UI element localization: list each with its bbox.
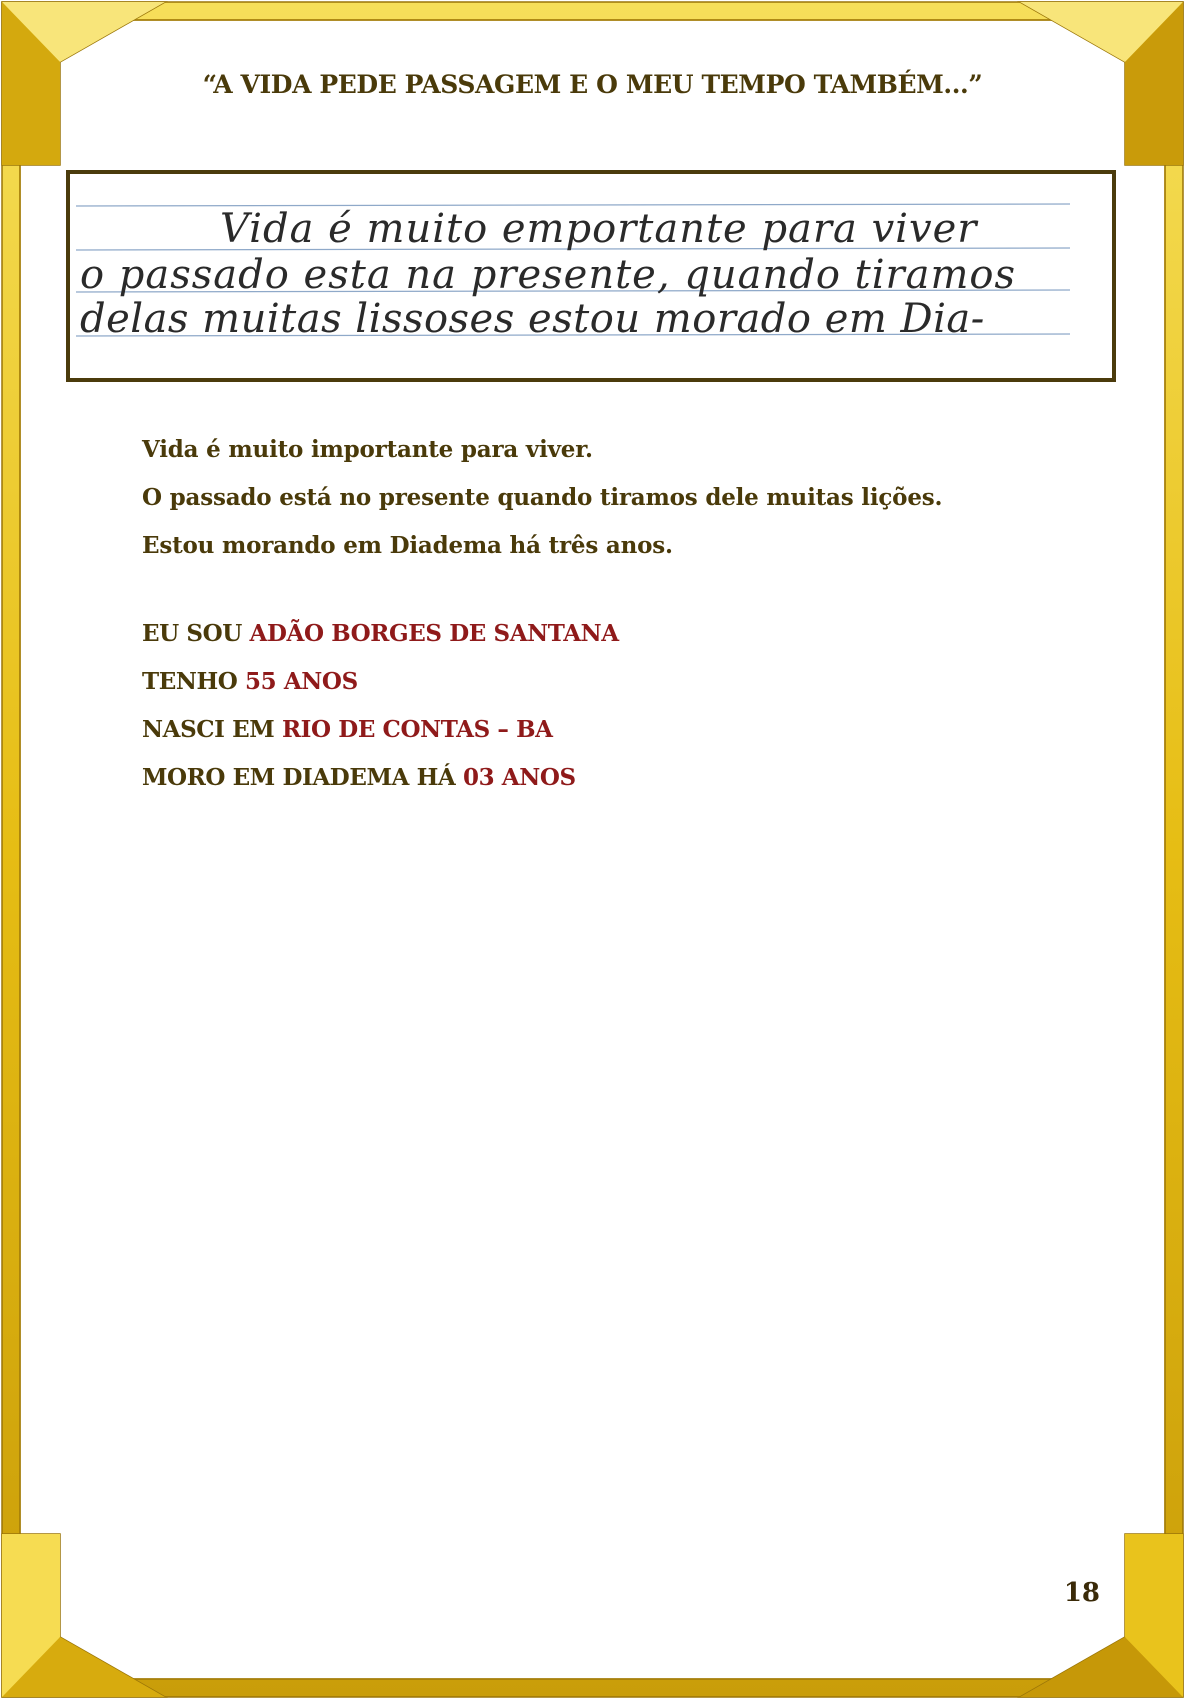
page-title: “A VIDA PEDE PASSAGEM E O MEU TEMPO TAMBÉM...” xyxy=(202,70,983,99)
handwriting-scan xyxy=(66,170,1116,382)
personal-facts xyxy=(142,610,1102,802)
fact-age-value: 55 ANOS xyxy=(245,668,358,695)
page-number: 18 xyxy=(1063,1578,1100,1608)
fact-birthplace xyxy=(142,706,1102,754)
fact-name-label: EU SOU xyxy=(142,620,250,647)
handwriting-line-3: delas muitas lissoses estou morado em Dia- xyxy=(80,296,985,342)
fact-name xyxy=(142,610,1102,658)
fact-residence-label: MORO EM DIADEMA HÁ xyxy=(142,764,463,791)
transcription xyxy=(142,426,1102,570)
fact-residence-value: 03 ANOS xyxy=(462,764,576,791)
fact-birthplace-label: NASCI EM xyxy=(142,716,282,743)
fact-age-label: TENHO xyxy=(142,668,246,695)
handwriting-line-1: Vida é muito emportante para viver xyxy=(220,206,978,252)
corner-ornament-bottom-right xyxy=(1020,1534,1183,1697)
transcript-line-2: O passado está no presente quando tiramos dele muitas lições. xyxy=(142,484,943,511)
transcript-line-1: Vida é muito importante para viver. xyxy=(142,436,593,463)
fact-name-value: ADÃO BORGES DE SANTANA xyxy=(249,620,619,647)
fact-birthplace-value: RIO DE CONTAS – BA xyxy=(281,716,553,743)
fact-residence xyxy=(142,754,1102,802)
fact-age xyxy=(142,658,1102,706)
ruled-paper xyxy=(70,174,1112,378)
transcript-line-3: Estou morando em Diadema há três anos. xyxy=(142,532,673,559)
handwriting-line-2: o passado esta na presente, quando tiramos xyxy=(80,252,1017,298)
corner-ornament-bottom-left xyxy=(2,1534,165,1697)
